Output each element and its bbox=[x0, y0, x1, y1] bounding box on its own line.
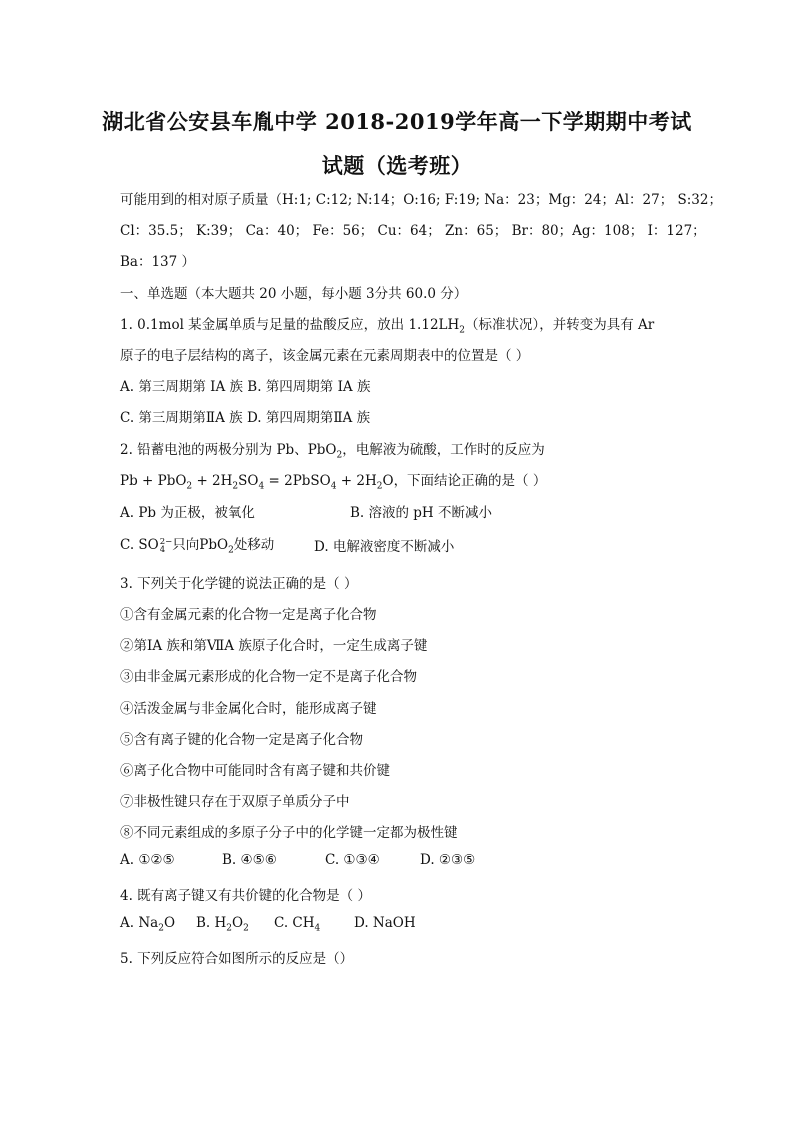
eq-part: Pb + PbO bbox=[120, 473, 187, 489]
question-3-item: ⑤含有离子键的化合物一定是离子化合物 bbox=[120, 732, 363, 748]
eq-part: = 2PbSO bbox=[264, 473, 331, 489]
question-4-option-d: D. NaOH bbox=[354, 915, 416, 931]
question-3-item: ③由非金属元素形成的化合物一定不是离子化合物 bbox=[120, 669, 417, 685]
q2c-mid: 只向PbO bbox=[172, 537, 229, 553]
q1-text-a: 1. 0.1mol 某金属单质与足量的盐酸反应，放出 1.12LH bbox=[120, 317, 460, 333]
eq-sub: 2 bbox=[186, 481, 193, 492]
q4c-sub: 4 bbox=[314, 923, 321, 934]
charge-sub: 4 bbox=[159, 544, 166, 555]
q4b-sub: 2 bbox=[226, 923, 233, 934]
question-4-option-a bbox=[120, 915, 175, 934]
question-3-item: ①含有金属元素的化合物一定是离子化合物 bbox=[120, 607, 377, 623]
eq-sub: 4 bbox=[330, 481, 337, 492]
question-4-option-b bbox=[196, 915, 249, 934]
q2c-end: 处移动 bbox=[233, 537, 275, 553]
eq-sub: 2 bbox=[376, 481, 383, 492]
q4b-m: O bbox=[232, 915, 244, 931]
question-4-option-c bbox=[274, 915, 320, 934]
q4a-sub: 2 bbox=[158, 923, 164, 934]
q4b-sub: 2 bbox=[243, 923, 249, 934]
atomic-mass-line2: Cl：35.5； K:39； Ca：40； Fe：56； Cu：64； Zn：65； Br：80；Ag：108； I：127； bbox=[120, 223, 706, 239]
question-3-item: ⑦非极性键只存在于双原子单质分子中 bbox=[120, 794, 350, 810]
sulfate-charge bbox=[160, 538, 173, 554]
exam-title-line1: 湖北省公安县车胤中学 2018-2019学年高一下学期期中考试 bbox=[102, 109, 692, 134]
question-3-option-b: B. ④⑤⑥ bbox=[222, 852, 277, 868]
question-2-option-d: D. 电解液密度不断减小 bbox=[314, 539, 455, 555]
atomic-mass-line3: Ba：137 ） bbox=[120, 254, 196, 270]
question-3-option-a: A. ①②⑤ bbox=[120, 852, 175, 868]
eq-part: + 2H bbox=[336, 473, 377, 489]
q1-text-b: （标准状况），并转变为具有 Ar bbox=[465, 317, 655, 333]
q4a-e: O bbox=[163, 915, 176, 931]
q2-sub: 2 bbox=[336, 450, 343, 461]
q4b-p: B. H bbox=[196, 915, 227, 931]
question-1-options-ab: A. 第三周期第 IA 族 B. 第四周期第 IA 族 bbox=[120, 379, 371, 395]
charge-sup: 2− bbox=[159, 536, 173, 547]
question-4-stem: 4. 既有离子键又有共价键的化合物是（ ） bbox=[120, 888, 371, 904]
q2-text-b: ，电解液为硫酸，工作时的反应为 bbox=[342, 442, 545, 458]
question-5-stem: 5. 下列反应符合如图所示的反应是（） bbox=[120, 951, 354, 967]
eq-tail: ，下面结论正确的是（ ） bbox=[393, 473, 547, 489]
question-1-line2: 原子的电子层结构的离子，该金属元素在元素周期表中的位置是（ ） bbox=[120, 348, 530, 364]
question-3-stem: 3. 下列关于化学键的说法正确的是（ ） bbox=[120, 576, 358, 592]
q1-sub: 2 bbox=[459, 325, 466, 336]
question-2-equation bbox=[120, 469, 546, 492]
eq-part: O bbox=[382, 473, 394, 489]
atomic-mass-line1: 可能用到的相对原子质量（H:1; C:12; N:14；O:16; F:19; Na：23；Mg：24；Al：27； S:32； bbox=[120, 192, 722, 208]
question-1-options-cd: C. 第三周期第ⅡA 族 D. 第四周期第ⅡA 族 bbox=[120, 410, 371, 426]
q2c-pre: C. SO bbox=[120, 537, 159, 553]
q4a-p: A. Na bbox=[120, 915, 159, 931]
exam-title-line2: 试题（选考班） bbox=[321, 153, 473, 178]
q2-text-a: 2. 铅蓄电池的两极分别为 Pb、PbO bbox=[120, 442, 337, 458]
q2c-sub: 2 bbox=[228, 545, 234, 556]
question-3-item: ⑧不同元素组成的多原子分子中的化学键一定都为极性键 bbox=[120, 825, 458, 841]
eq-part: SO bbox=[238, 473, 259, 489]
question-2-line1 bbox=[120, 438, 545, 461]
question-2-option-a: A. Pb 为正极，被氧化 bbox=[120, 505, 255, 521]
question-3-item: ⑥离子化合物中可能同时含有离子键和共价键 bbox=[120, 763, 390, 779]
question-3-item: ②第ⅠA 族和第ⅦA 族原子化合时，一定生成离子键 bbox=[120, 638, 428, 654]
question-3-option-c: C. ①③④ bbox=[325, 852, 380, 868]
question-1-line1 bbox=[120, 313, 654, 336]
eq-sub: 2 bbox=[232, 481, 239, 492]
q4c-p: C. CH bbox=[274, 915, 315, 931]
eq-sub: 4 bbox=[258, 481, 265, 492]
question-2-option-c bbox=[120, 533, 274, 556]
eq-part: + 2H bbox=[192, 473, 233, 489]
question-3-option-d: D. ②③⑤ bbox=[420, 852, 476, 868]
question-3-item: ④活泼金属与非金属化合时，能形成离子键 bbox=[120, 701, 377, 717]
question-2-option-b: B. 溶液的 pH 不断减小 bbox=[350, 505, 493, 521]
section-header: 一、单选题（本大题共 20 小题，每小题 3分共 60.0 分） bbox=[120, 286, 468, 302]
